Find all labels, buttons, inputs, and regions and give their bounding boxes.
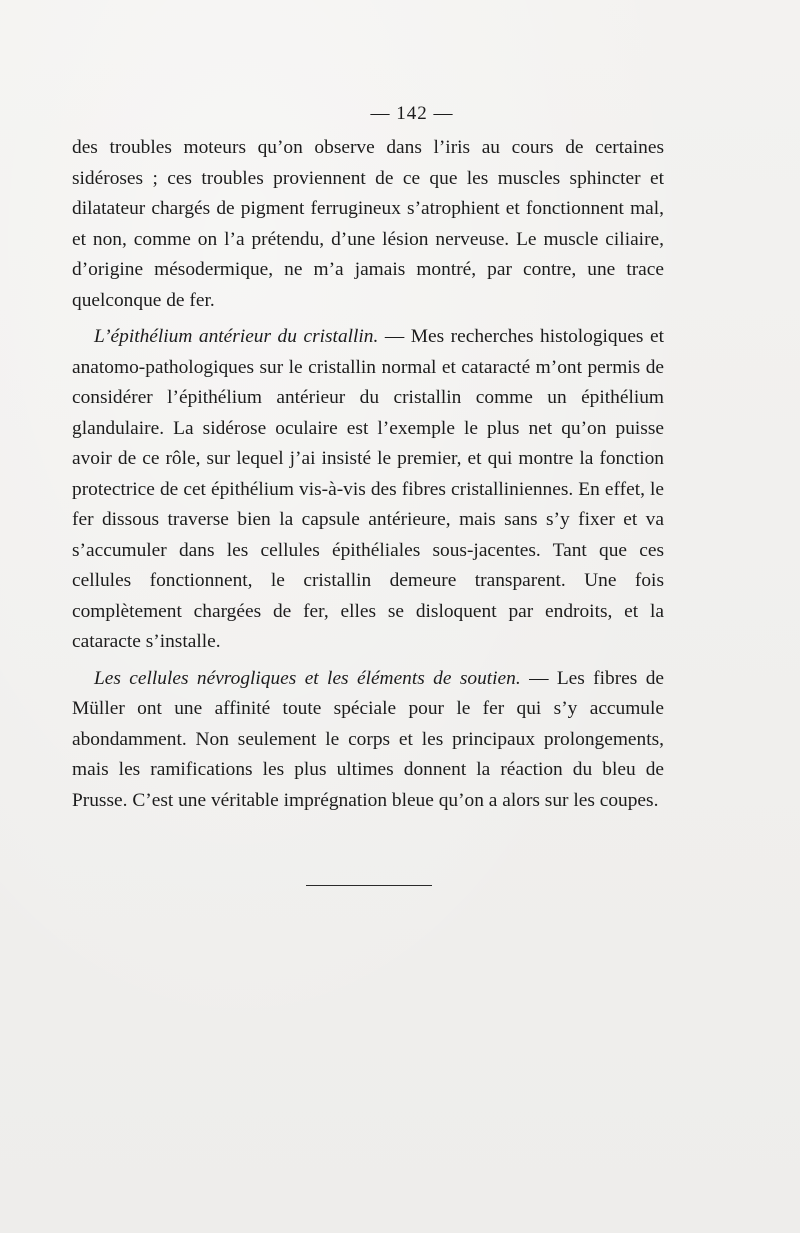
- page-number: — 142 —: [370, 103, 454, 124]
- paragraph-3-text: — Les fibres de Müller ont une affinité toute spéciale pour le fer qui s’y accumule abondamment. Non seulement le corps et les principaux prolongements, mais les ramifications les plus ultimes donnent la réaction du bleu de Prusse. C’est une véritable imprégnation bleue qu’on a alors sur les coupes.: [72, 667, 665, 811]
- paragraph-2-heading: L’épithélium antérieur du cristallin.: [94, 326, 379, 347]
- paragraph-1: [72, 133, 664, 316]
- body-text: [72, 133, 664, 816]
- paragraph-1-text: des troubles moteurs qu’on observe dans l’iris au cours de certaines sidéroses ; ces troubles proviennent de ce que les muscles sphincter et dilatateur chargés de pigment ferrugineux s’atrophient et fonctionnent mal, et non, comme on l’a prétendu, d’une lésion nerveuse. Le muscle ciliaire, d’origine mésodermique, ne m’a jamais montré, par contre, une trace quelconque de fer.: [72, 137, 664, 311]
- section-divider: [306, 885, 432, 886]
- paragraph-2: [72, 322, 664, 658]
- paragraph-3: [72, 664, 664, 817]
- paragraph-2-text: — Mes recherches histologiques et anatomo-pathologiques sur le cristallin normal et cataracté m’ont permis de considérer l’épithélium antérieur du cristallin comme un épithélium glandulaire. La sidérose oculaire est l’exemple le plus net qu’on puisse avoir de ce rôle, sur lequel j’ai insisté le premier, et qui montre la fonction protectrice de cet épithélium vis-à-vis des fibres cristalliniennes. En effet, le fer dissous traverse bien la capsule antérieure, mais sans s’y fixer et va s’accumuler dans les cellules épithéliales sous-jacentes. Tant que ces cellules fonctionnent, le cristallin demeure transparent. Une fois complètement chargées de fer, elles se disloquent par endroits, et la cataracte s’installe.: [72, 326, 664, 652]
- paragraph-3-heading: Les cellules névrogliques et les éléments de soutien.: [94, 667, 521, 689]
